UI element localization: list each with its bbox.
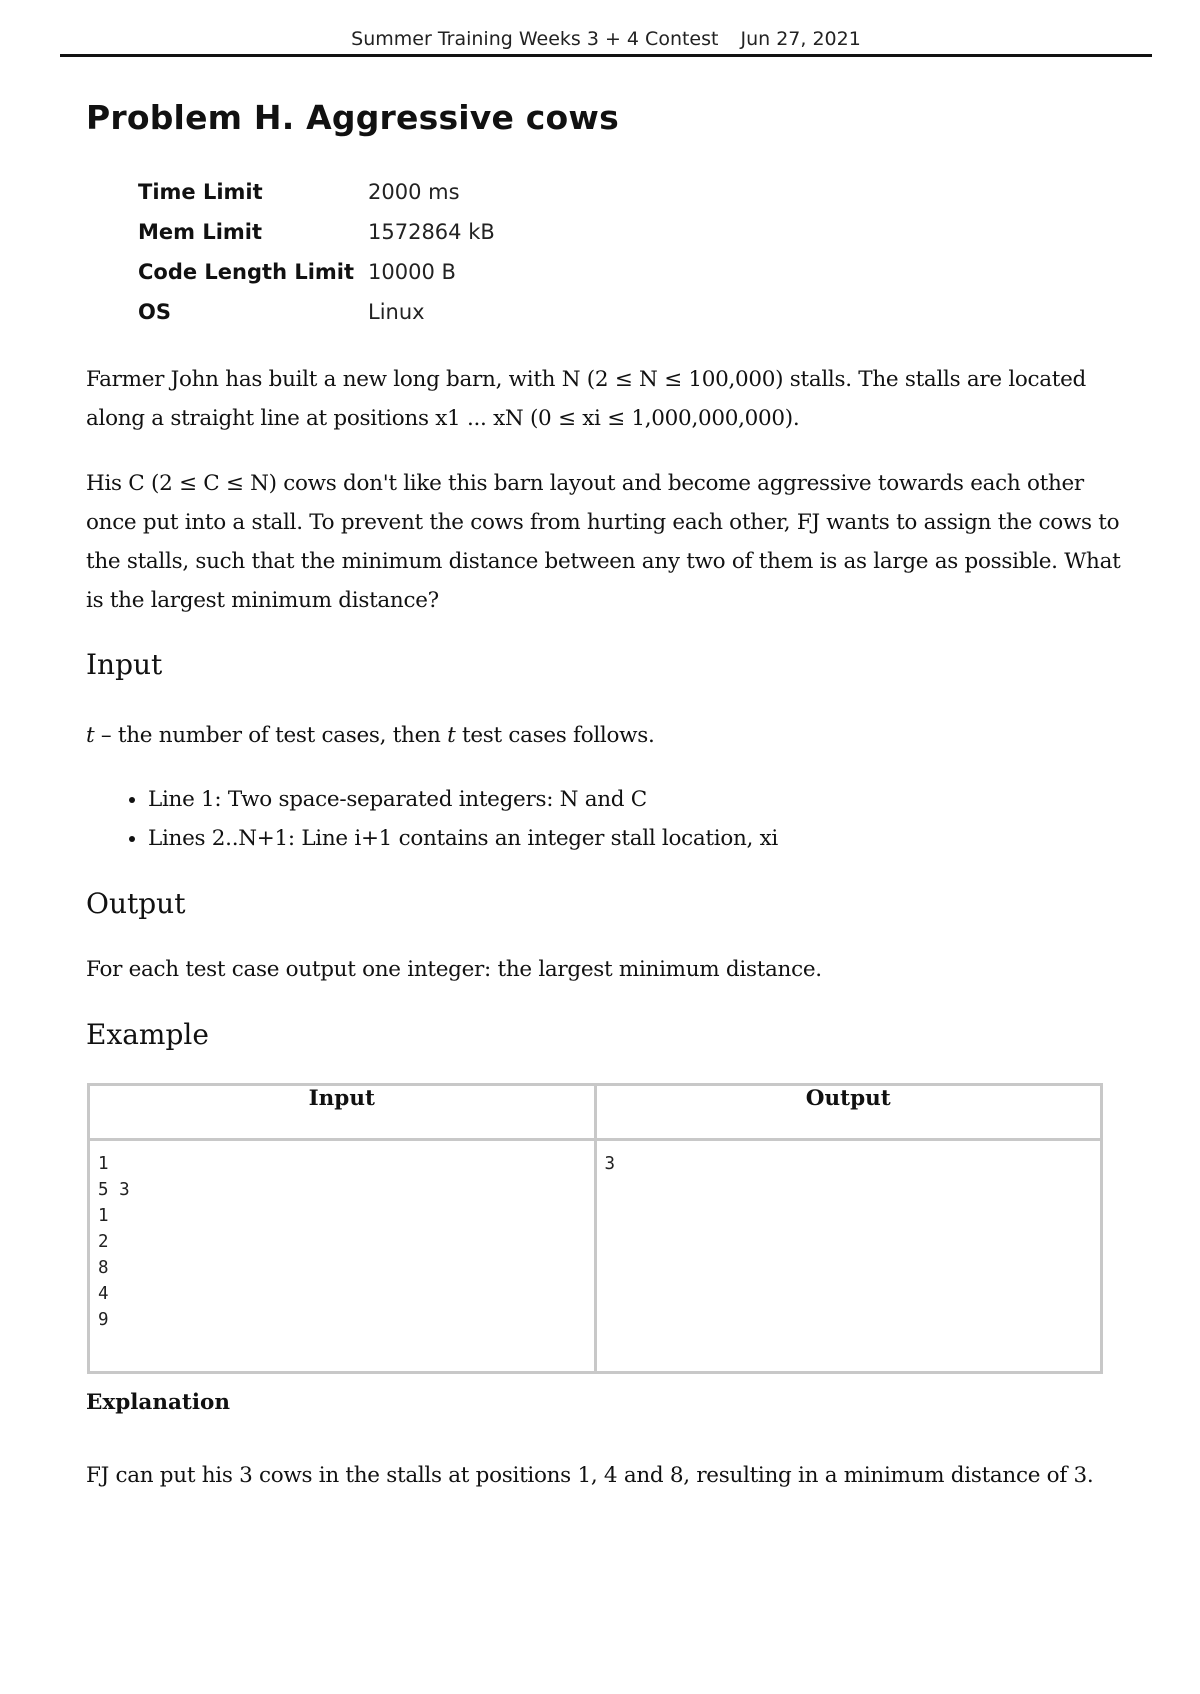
output-description: For each test case output one integer: the largest minimum distance. bbox=[86, 957, 822, 982]
example-heading: Example bbox=[86, 1018, 209, 1051]
contest-name: Summer Training Weeks 3 + 4 Contest bbox=[351, 28, 719, 50]
statement-paragraph-1: Farmer John has built a new long barn, with N (2 ≤ N ≤ 100,000) stalls. The stalls are located along a straight line at positions x1 ... xN (0 ≤ xi ≤ 1,000,000,000). bbox=[86, 367, 1087, 431]
page-header bbox=[60, 28, 1152, 57]
column-header-input: Input bbox=[89, 1085, 596, 1140]
example-table bbox=[87, 1083, 1103, 1374]
column-header-output: Output bbox=[595, 1085, 1102, 1140]
limits-table bbox=[138, 180, 495, 340]
input-format-list bbox=[86, 780, 778, 858]
limit-row-memory bbox=[138, 220, 495, 260]
var-t: t bbox=[86, 723, 95, 748]
table-row bbox=[89, 1140, 1102, 1373]
example-input: 1 5 3 1 2 8 4 9 bbox=[89, 1140, 596, 1373]
limit-label: Mem Limit bbox=[138, 220, 263, 244]
problem-title: Problem H. Aggressive cows bbox=[86, 98, 619, 137]
statement-paragraph-2: His C (2 ≤ C ≤ N) cows don't like this barn layout and become aggressive towards each other once put into a stall. To prevent the cows from hurting each other, FJ wants to assign the cows to the stalls, such that the minimum distance between any two of them is as large as possible. What is the largest minimum distance? bbox=[86, 471, 1121, 613]
list-item: • Line 1: Two space-separated integers: N and C bbox=[148, 780, 778, 819]
input-intro bbox=[86, 716, 1126, 755]
example-output: 3 bbox=[595, 1140, 1102, 1373]
input-intro-text: test cases follows. bbox=[455, 723, 655, 748]
limit-row-code-length bbox=[138, 260, 495, 300]
output-heading: Output bbox=[86, 887, 186, 920]
limit-label: Code Length Limit bbox=[138, 260, 355, 284]
limit-value: Linux bbox=[368, 300, 425, 324]
explanation-text: FJ can put his 3 cows in the stalls at positions 1, 4 and 8, resulting in a minimum distance of 3. bbox=[86, 1463, 1094, 1488]
limit-value: 1572864 kB bbox=[368, 220, 495, 244]
limit-value: 10000 B bbox=[368, 260, 456, 284]
limit-value: 2000 ms bbox=[368, 180, 460, 204]
limit-row-time bbox=[138, 180, 495, 220]
var-t: t bbox=[447, 723, 456, 748]
limit-row-os bbox=[138, 300, 495, 340]
input-intro-text: – the number of test cases, then bbox=[94, 723, 448, 748]
input-heading: Input bbox=[86, 648, 163, 681]
explanation-heading: Explanation bbox=[86, 1390, 230, 1415]
table-header-row bbox=[89, 1085, 1102, 1140]
limit-label: OS bbox=[138, 300, 171, 324]
list-item: • Lines 2..N+1: Line i+1 contains an integer stall location, xi bbox=[148, 819, 778, 858]
contest-date: Jun 27, 2021 bbox=[740, 28, 861, 50]
limit-label: Time Limit bbox=[138, 180, 263, 204]
